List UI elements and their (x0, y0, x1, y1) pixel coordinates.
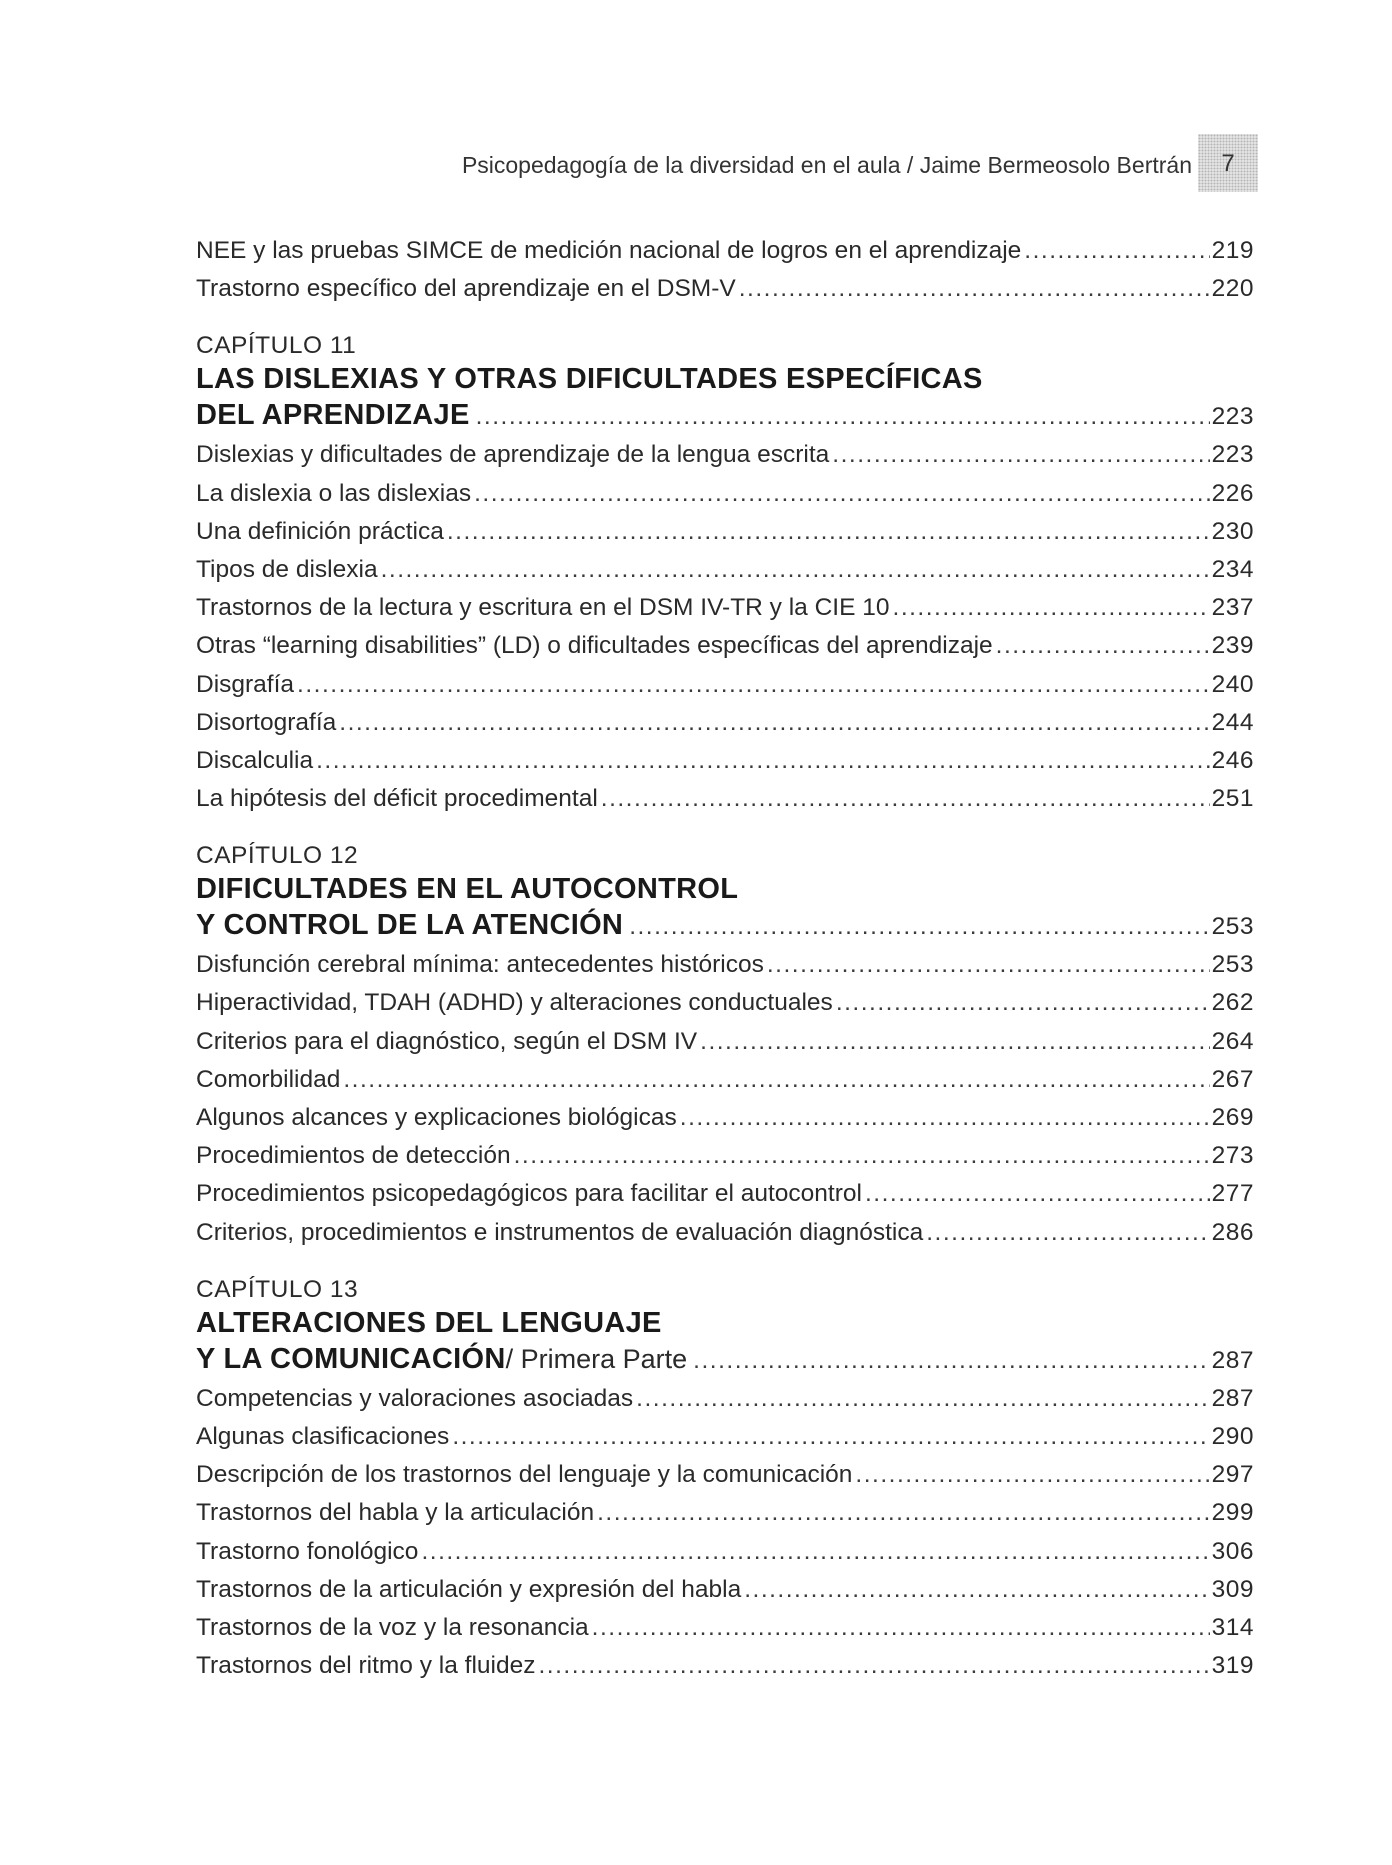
page-number-box (1198, 134, 1258, 192)
toc-entry[interactable]: NEE y las pruebas SIMCE de medición nacional de logros en el aprendizaje ..... 219 (196, 232, 1254, 270)
chapter-title: DIFICULTADES EN EL AUTOCONTROL (196, 873, 739, 906)
toc-entry[interactable]: Descripción de los trastornos del lenguaje y la comunicación ..... 297 (196, 1456, 1254, 1494)
toc-entry[interactable]: Una definición práctica ..... 230 (196, 513, 1254, 551)
chapter-13 (196, 1274, 1254, 1686)
toc-entry[interactable]: Procedimientos de detección ..... 273 (196, 1137, 1254, 1175)
toc-entry[interactable]: Criterios, procedimientos e instrumentos de evaluación diagnóstica ..... 286 (196, 1214, 1254, 1252)
toc-entry[interactable]: Procedimientos psicopedagógicos para facilitar el autocontrol ..... 277 (196, 1175, 1254, 1213)
chapter-label: CAPÍTULO 13 (196, 1275, 359, 1303)
toc-entry[interactable]: La dislexia o las dislexias ..... 226 (196, 475, 1254, 513)
toc-entry[interactable]: Trastornos de la articulación y expresión del habla ..... 309 (196, 1571, 1254, 1609)
toc-entry[interactable]: Disortografía ..... 244 (196, 704, 1254, 742)
toc-entry[interactable]: Disfunción cerebral mínima: antecedentes históricos ..... 253 (196, 946, 1254, 984)
chapter-title-entry[interactable]: Y CONTROL DE LA ATENCIÓN ..... 253 (196, 906, 1254, 946)
table-of-contents (196, 232, 1254, 1685)
running-header: Psicopedagogía de la diversidad en el aula / Jaime Bermeosolo Bertrán (461, 152, 1192, 178)
toc-entry[interactable]: Algunas clasificaciones ..... 290 (196, 1418, 1254, 1456)
chapter-title-entry[interactable]: DEL APRENDIZAJE ..... 223 (196, 396, 1254, 436)
toc-entry[interactable]: Competencias y valoraciones asociadas ..... 287 (196, 1380, 1254, 1418)
toc-entry[interactable]: Trastornos del ritmo y la fluidez ..... 319 (196, 1647, 1254, 1685)
toc-entry[interactable]: Trastornos de la voz y la resonancia ..... 314 (196, 1609, 1254, 1647)
chapter-12 (196, 840, 1254, 1252)
page-number: 7 (1221, 150, 1235, 177)
toc-entry[interactable]: Comorbilidad ..... 267 (196, 1061, 1254, 1099)
toc-entry[interactable]: Criterios para el diagnóstico, según el DSM IV ..... 264 (196, 1023, 1254, 1061)
toc-entry[interactable]: Algunos alcances y explicaciones biológicas ..... 269 (196, 1099, 1254, 1137)
toc-entry[interactable]: Trastornos del habla y la articulación ..... 299 (196, 1494, 1254, 1532)
chapter-title-entry[interactable]: Y LA COMUNICACIÓN / Primera Parte ..... 287 (196, 1340, 1254, 1380)
toc-entry[interactable]: Tipos de dislexia ..... 234 (196, 551, 1254, 589)
chapter-label: CAPÍTULO 12 (196, 842, 359, 870)
toc-entry[interactable]: Dislexias y dificultades de aprendizaje de la lengua escrita ..... 223 (196, 436, 1254, 474)
chapter-subtitle: / Primera Parte (505, 1343, 688, 1374)
toc-entry[interactable]: Disgrafía ..... 240 (196, 666, 1254, 704)
toc-entry[interactable]: Discalculia ..... 246 (196, 742, 1254, 780)
chapter-title: LAS DISLEXIAS Y OTRAS DIFICULTADES ESPECÍFICAS (196, 363, 983, 396)
chapter-label: CAPÍTULO 11 (196, 332, 357, 360)
toc-entry[interactable]: Trastorno fonológico ..... 306 (196, 1533, 1254, 1571)
toc-entry[interactable]: La hipótesis del déficit procedimental ..... 251 (196, 780, 1254, 818)
toc-entry[interactable]: Hiperactividad, TDAH (ADHD) y alteraciones conductuales ..... 262 (196, 984, 1254, 1022)
toc-entry[interactable]: Trastorno específico del aprendizaje en el DSM-V ..... 220 (196, 270, 1254, 308)
chapter-11 (196, 330, 1254, 818)
toc-entry[interactable]: Otras “learning disabilities” (LD) o dificultades específicas del aprendizaje ..... 239 (196, 627, 1254, 665)
chapter-title: ALTERACIONES DEL LENGUAJE (196, 1306, 662, 1339)
toc-entry[interactable]: Trastornos de la lectura y escritura en el DSM IV-TR y la CIE 10 ..... 237 (196, 589, 1254, 627)
